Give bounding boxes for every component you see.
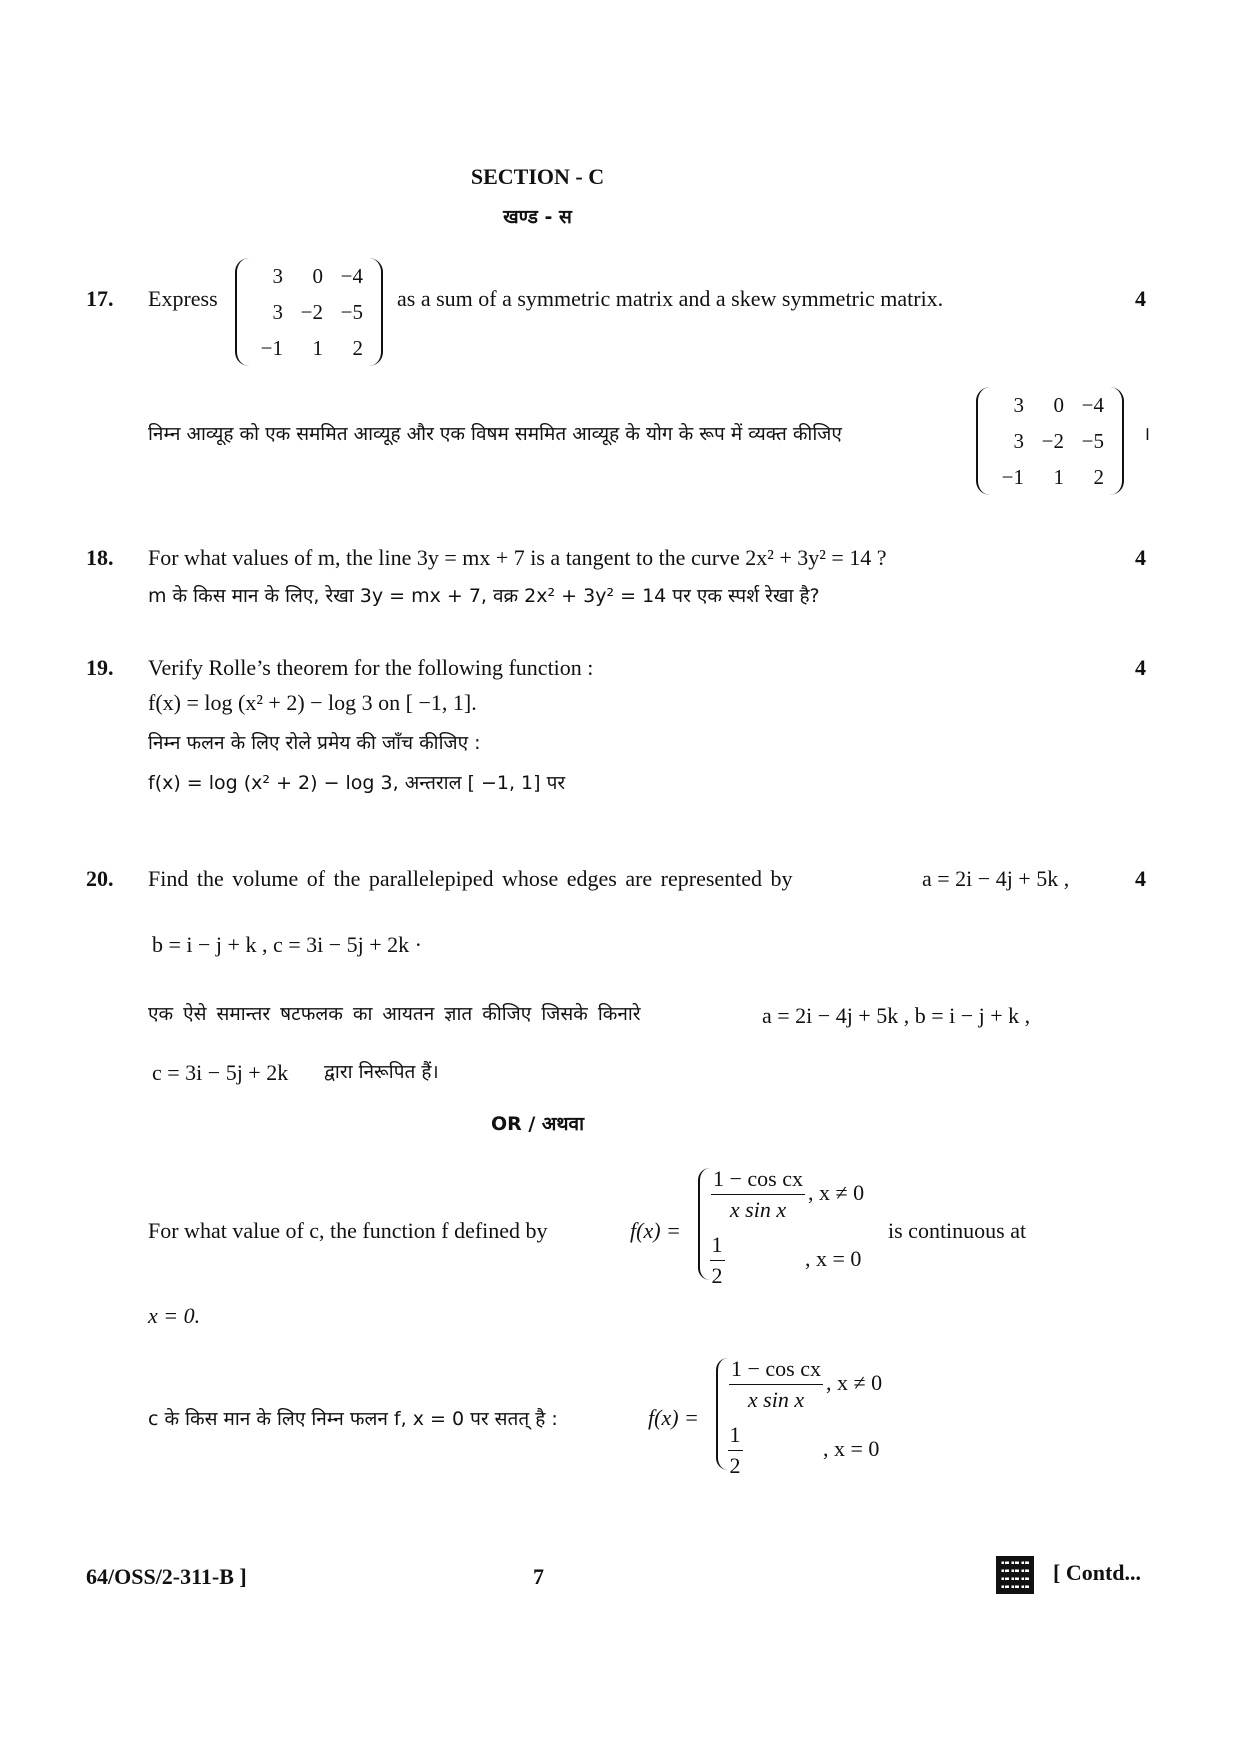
case1-condition: , x ≠ 0 bbox=[808, 1180, 865, 1205]
q17-matrix-hindi: 3 0 −4 3 −2 −5 −1 1 2 bbox=[976, 387, 1124, 495]
q17-hindi-end: । bbox=[1143, 423, 1151, 445]
question-number-20: 20. bbox=[86, 866, 114, 891]
question-number-18: 18. bbox=[86, 545, 114, 570]
q19-marks: 4 bbox=[1135, 655, 1146, 680]
q17-marks: 4 bbox=[1135, 286, 1146, 311]
q17-hindi-text: निम्न आव्यूह को एक सममित आव्यूह और एक विषम सममित आव्यूह के योग के रूप में व्यक्त कीजिए bbox=[148, 423, 842, 445]
case1-fraction: $\frac{\text{1 − cos cx}}{\text{x sin x}}$ bbox=[713, 1166, 803, 1222]
case1-fraction-hindi: $\frac{\text{1 − cos cx}}{\text{x sin x}}$ bbox=[731, 1356, 821, 1412]
case2-fraction-hindi: $\frac{1}{2}$ bbox=[729, 1422, 741, 1478]
or-divider: OR / अथवा bbox=[490, 1113, 585, 1135]
case1-condition-hindi: , x ≠ 0 bbox=[826, 1370, 883, 1395]
q17-matrix: 3 0 −4 3 −2 −5 −1 1 2 bbox=[235, 258, 383, 366]
q20-line4-vector: c = 3i − 5j + 2k bbox=[152, 1060, 289, 1085]
q18-text-en: For what values of m, the line 3y = mx + 7 is a tangent to the curve 2x² + 3y² = 14 ? bbox=[148, 545, 887, 570]
q18-text-hi: m के किस मान के लिए, रेखा 3y = mx + 7, वक्र 2x² + 3y² = 14 पर एक स्पर्श रेखा है? bbox=[148, 585, 820, 607]
section-title-hindi: खण्ड - स bbox=[503, 206, 572, 228]
or-fx: f(x) = bbox=[630, 1218, 681, 1243]
or-text-pre: For what value of c, the function f defined by bbox=[148, 1218, 548, 1243]
q19-line2: f(x) = log (x² + 2) − log 3 on [ −1, 1]. bbox=[148, 690, 477, 715]
or-hindi-text: c के किस मान के लिए निम्न फलन f, x = 0 पर सतत् है : bbox=[148, 1408, 558, 1430]
case2-condition: , x = 0 bbox=[805, 1246, 862, 1271]
q19-line1: Verify Rolle’s theorem for the following function : bbox=[148, 655, 594, 680]
right-paren bbox=[369, 258, 383, 366]
question-number-19: 19. bbox=[86, 655, 114, 680]
page-number: 7 bbox=[533, 1564, 544, 1589]
q20-line2: b = i − j + k , c = 3i − 5j + 2k · bbox=[152, 932, 422, 957]
paper-code: 64/OSS/2-311-B ] bbox=[86, 1564, 247, 1589]
contd-label: [ Contd... bbox=[1053, 1560, 1142, 1585]
q17-text-before: Express bbox=[148, 286, 218, 311]
or-text-post: is continuous at bbox=[888, 1218, 1027, 1243]
case2-fraction: $\frac{1}{2}$ bbox=[711, 1232, 723, 1288]
q19-line4: f(x) = log (x² + 2) − log 3, अन्तराल [ −1, 1] पर bbox=[148, 772, 566, 794]
left-paren bbox=[235, 258, 249, 366]
q19-line3: निम्न फलन के लिए रोले प्रमेय की जाँच कीजिए : bbox=[148, 732, 481, 754]
q18-marks: 4 bbox=[1135, 545, 1146, 570]
q20-line3-vectors: a = 2i − 4j + 5k , b = i − j + k , bbox=[762, 1003, 1031, 1028]
q20-line1: Find the volume of the parallelepiped whose edges are represented by bbox=[148, 866, 793, 891]
case2-condition-hindi: , x = 0 bbox=[823, 1436, 880, 1461]
qr-code-icon bbox=[996, 1556, 1034, 1594]
q20-line3-hindi: एक ऐसे समान्तर षटफलक का आयतन ज्ञात कीजिए जिसके किनारे bbox=[148, 1003, 641, 1025]
section-title: SECTION - C bbox=[470, 164, 605, 189]
q17-text-after: as a sum of a symmetric matrix and a skew symmetric matrix. bbox=[397, 286, 944, 311]
q20-vector-a: a = 2i − 4j + 5k , bbox=[922, 866, 1070, 891]
q20-line4-hindi: द्वारा निरूपित हैं। bbox=[324, 1061, 439, 1083]
or-line2: x = 0. bbox=[148, 1303, 201, 1328]
or-hindi-fx: f(x) = bbox=[648, 1405, 699, 1430]
q20-marks: 4 bbox=[1135, 866, 1146, 891]
question-number-17: 17. bbox=[86, 286, 114, 311]
